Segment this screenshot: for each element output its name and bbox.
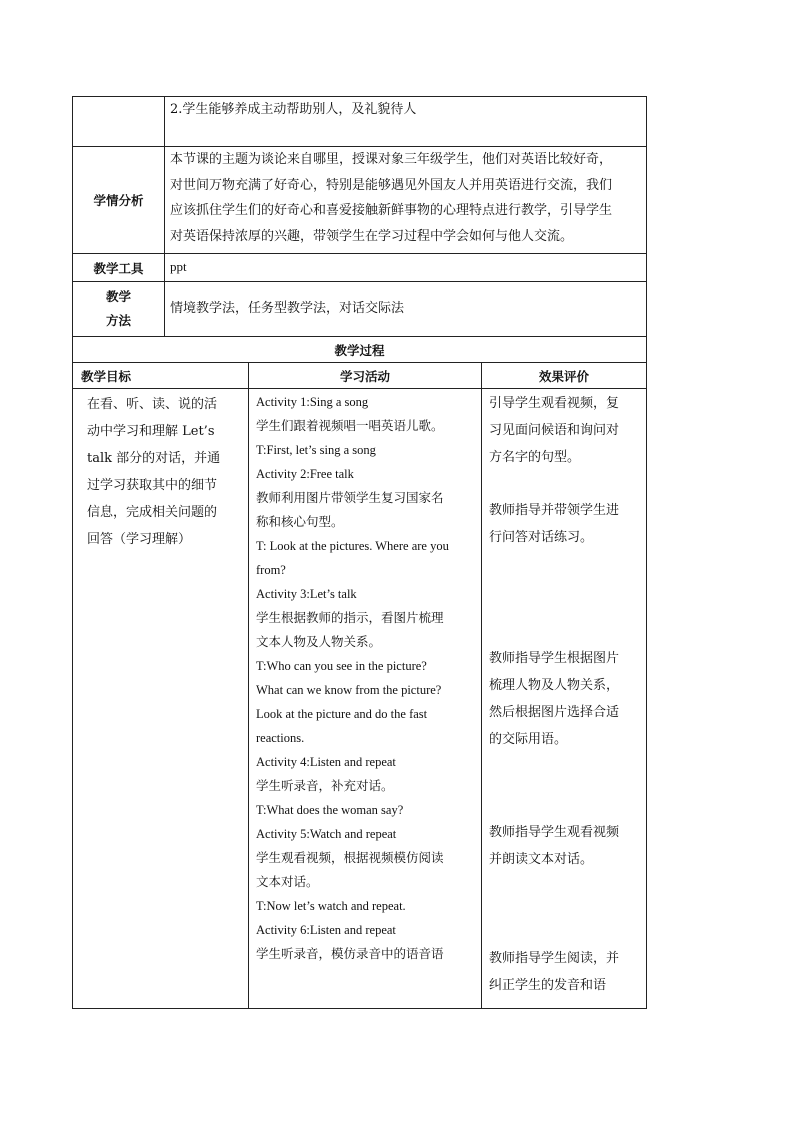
activity-line: Look at the picture and do the fast [256, 707, 428, 721]
activity-line: Activity 3:Let’s talk [256, 587, 357, 601]
tools-text-cell [165, 254, 647, 282]
tools-label: 教学工具 [73, 254, 165, 282]
method-label [73, 282, 165, 337]
method-row [73, 282, 647, 337]
process-content-row [73, 389, 647, 1009]
evaluation-line: 教师指导并带领学生进 [489, 503, 620, 518]
activity-line: 称和核心句型。 [256, 514, 344, 529]
analysis-text-cell [165, 147, 647, 254]
objective-line: talk 部分的对话，并通 [87, 451, 221, 466]
activity-line: 文本对话。 [256, 874, 319, 889]
activity-line: 学生听录音，模仿录音中的语音语 [256, 946, 444, 961]
goal-text-cell [165, 97, 647, 147]
activity-line: What can we know from the picture? [256, 683, 442, 697]
method-label-line1: 教学 [105, 289, 131, 304]
analysis-line: 对英语保持浓厚的兴趣，带领学生在学习过程中学会如何与他人交流。 [170, 228, 574, 244]
analysis-line: 对世间万物充满了好奇心，特别是能够遇见外国友人并用英语进行交流，我们 [170, 177, 613, 193]
goal-row [73, 97, 647, 147]
evaluation-line: 方名字的句型。 [489, 450, 581, 465]
process-title-row [73, 337, 647, 363]
objective-line: 回答（学习理解） [87, 532, 192, 547]
activity-line: Activity 2:Free talk [256, 467, 354, 481]
activity-line: T:What does the woman say? [256, 803, 404, 817]
tools-row [73, 254, 647, 282]
analysis-line: 本节课的主题为谈论来自哪里，授课对象三年级学生，他们对英语比较好奇， [170, 152, 613, 167]
activity-line: T:Who can you see in the picture? [256, 659, 427, 673]
activity-line: 学生根据教师的指示，看图片梳理 [256, 610, 444, 625]
analysis-row [73, 147, 647, 254]
evaluation-cell [482, 389, 647, 1009]
activity-line: 学生观看视频，根据视频模仿阅读 [256, 850, 444, 865]
header-activity: 学习活动 [249, 363, 482, 389]
evaluation-line: 引导学生观看视频，复 [489, 396, 620, 411]
header-objective: 教学目标 [73, 363, 249, 389]
tools-text: ppt [170, 259, 187, 274]
method-text: 情境教学法，任务型教学法，对话交际法 [170, 301, 405, 316]
objective-cell [73, 389, 249, 1009]
evaluation-line: 习见面问候语和询问对 [489, 423, 620, 438]
header-evaluation: 效果评价 [482, 363, 647, 389]
lesson-plan-table [72, 96, 647, 1009]
process-header-row [73, 363, 647, 389]
objective-line: 过学习获取其中的细节 [87, 478, 218, 493]
activity-line: Activity 6:Listen and repeat [256, 923, 396, 937]
process-title: 教学过程 [73, 337, 647, 363]
activity-line: Activity 5:Watch and repeat [256, 827, 397, 841]
activity-line: reactions. [256, 731, 305, 745]
analysis-label: 学情分析 [73, 147, 165, 254]
evaluation-line: 行问答对话练习。 [489, 530, 594, 545]
method-text-cell [165, 282, 647, 337]
method-label-line2: 方法 [105, 313, 131, 328]
analysis-line: 应该抓住学生们的好奇心和喜爱接触新鲜事物的心理特点进行教学，引导学生 [170, 203, 613, 218]
goal-text: 2.学生能够养成主动帮助别人，及礼貌待人 [170, 102, 417, 117]
activity-line: 学生们跟着视频唱一唱英语儿歌。 [256, 418, 444, 433]
evaluation-line: 并朗读文本对话。 [489, 852, 594, 867]
activity-line: T: Look at the pictures. Where are you [256, 539, 449, 553]
objective-line: 在看、听、读、说的活 [87, 397, 218, 412]
activity-line: 教师利用图片带领学生复习国家名 [256, 490, 444, 505]
objective-line: 信息，完成相关问题的 [87, 505, 218, 520]
evaluation-line: 教师指导学生观看视频 [489, 825, 620, 840]
activity-line: 文本人物及人物关系。 [256, 634, 382, 649]
activity-line: Activity 4:Listen and repeat [256, 755, 396, 769]
objective-line: 动中学习和理解 Let’s [87, 424, 215, 439]
evaluation-line: 的交际用语。 [489, 732, 568, 747]
activity-line: from? [256, 563, 286, 577]
activity-cell [249, 389, 482, 1009]
activity-line: Activity 1:Sing a song [256, 395, 369, 409]
activity-line: T:First, let’s sing a song [256, 443, 376, 457]
evaluation-line: 教师指导学生根据图片 [489, 651, 620, 666]
goal-label-cell [73, 97, 165, 147]
activity-line: 学生听录音，补充对话。 [256, 778, 394, 793]
evaluation-line: 然后根据图片选择合适 [489, 705, 620, 720]
evaluation-line: 教师指导学生阅读，并 [489, 951, 620, 966]
activity-line: T:Now let’s watch and repeat. [256, 899, 406, 913]
evaluation-line: 纠正学生的发音和语 [489, 978, 607, 993]
evaluation-line: 梳理人物及人物关系， [489, 678, 620, 693]
